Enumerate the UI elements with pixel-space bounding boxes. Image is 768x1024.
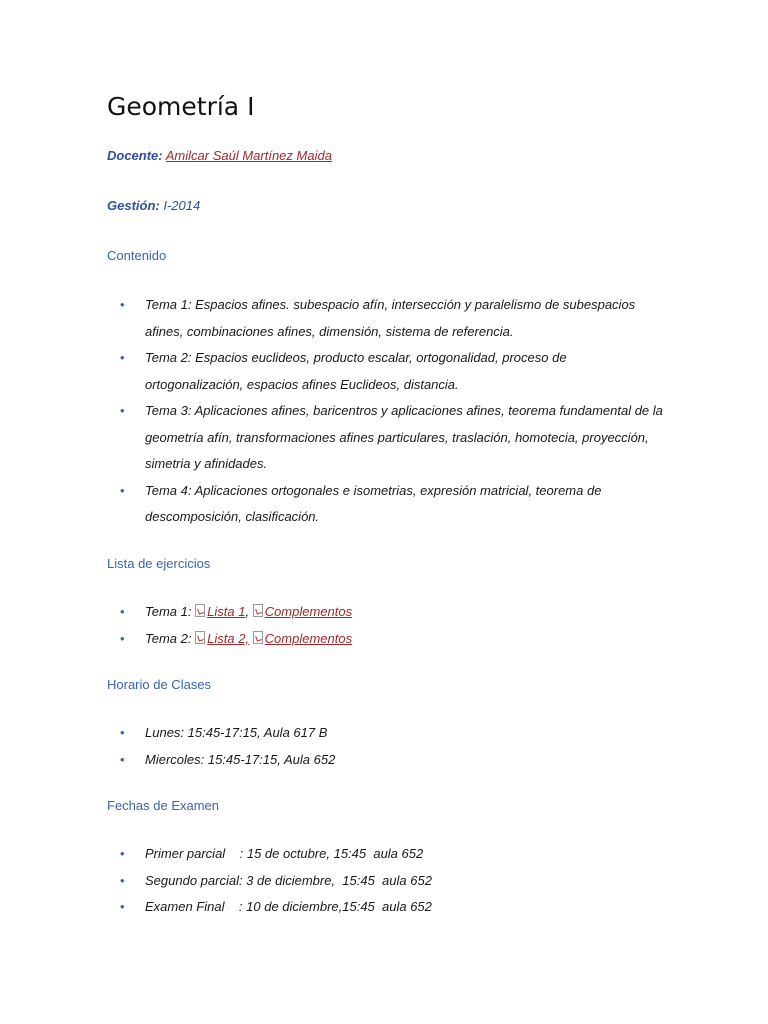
gestion-field (107, 198, 200, 213)
list-item (107, 747, 667, 774)
bullet-icon: • (120, 872, 125, 888)
bullet-icon: • (120, 751, 125, 767)
list-item-text: Examen Final : 10 de diciembre,15:45 aula 652 (145, 899, 432, 914)
list-item (107, 894, 667, 921)
list-item-text: Tema 1: Espacios afines. subespacio afín, intersección y paralelismo de subespacios afines, combinaciones afines, dimensión, sistema de referencia. (145, 297, 636, 339)
page-title: Geometría I (107, 92, 255, 121)
list-item (107, 345, 667, 398)
bullet-icon: • (120, 899, 125, 914)
bullet-icon: • (120, 350, 125, 365)
list-item-text: Segundo parcial: 3 de diciembre, 15:45 aula 652 (145, 872, 432, 888)
lista-2-link[interactable]: Lista 2, (207, 630, 250, 646)
pdf-icon (253, 631, 263, 644)
examenes-list (107, 841, 667, 921)
list-item (107, 626, 667, 653)
pdf-icon (195, 604, 205, 617)
separator: , (245, 604, 250, 619)
bullet-icon: • (120, 630, 125, 646)
bullet-icon: • (120, 403, 125, 418)
list-item-text: Tema 2: Espacios euclideos, producto escalar, ortogonalidad, proceso de ortogonalización, espacios afines Euclideos, distancia. (145, 350, 567, 392)
horario-heading: Horario de Clases (107, 677, 212, 692)
gestion-label: Gestión: (107, 198, 160, 213)
list-item (107, 720, 667, 747)
list-item-text: Primer parcial : 15 de octubre, 15:45 aula 652 (145, 846, 424, 861)
ejercicios-list (107, 599, 667, 652)
examenes-heading: Fechas de Examen (107, 798, 220, 813)
pdf-icon (195, 631, 205, 644)
complementos-2-link[interactable]: Complementos (264, 630, 353, 646)
list-item-text: Miercoles: 15:45-17:15, Aula 652 (145, 751, 336, 767)
tema-label: Tema 2: (145, 630, 192, 646)
list-item-text: Lunes: 15:45-17:15, Aula 617 B (145, 725, 328, 740)
gestion-value: I-2014 (163, 198, 201, 213)
bullet-icon: • (120, 297, 125, 312)
bullet-icon: • (120, 482, 125, 498)
list-item (107, 599, 667, 626)
complementos-1-link[interactable]: Complementos (264, 604, 353, 619)
list-item-text: Tema 4: Aplicaciones ortogonales e isometrias, expresión matricial, teorema de descomposición, clasificación. (145, 482, 602, 524)
bullet-icon: • (120, 846, 125, 861)
docente-field (107, 148, 332, 163)
ejercicios-heading: Lista de ejercicios (107, 556, 211, 571)
contenido-heading: Contenido (107, 248, 167, 263)
docente-label: Docente: (107, 148, 163, 163)
list-item-text: Tema 3: Aplicaciones afines, baricentros y aplicaciones afines, teorema fundamental de la geometría afín, transformaciones afines particulares, traslación, homotecia, proyección, simetria y afinidades. (145, 403, 663, 471)
list-item (107, 841, 667, 868)
list-item (107, 398, 667, 478)
lista-1-link[interactable]: Lista 1 (207, 604, 246, 619)
list-item (107, 478, 667, 531)
docente-link[interactable]: Amilcar Saúl Martínez Maida (165, 148, 332, 163)
bullet-icon: • (120, 604, 125, 619)
bullet-icon: • (120, 725, 125, 740)
tema-label: Tema 1: (145, 604, 192, 619)
list-item (107, 292, 667, 345)
pdf-icon (253, 604, 263, 617)
horario-list (107, 720, 667, 773)
contenido-list (107, 292, 667, 531)
list-item (107, 868, 667, 895)
